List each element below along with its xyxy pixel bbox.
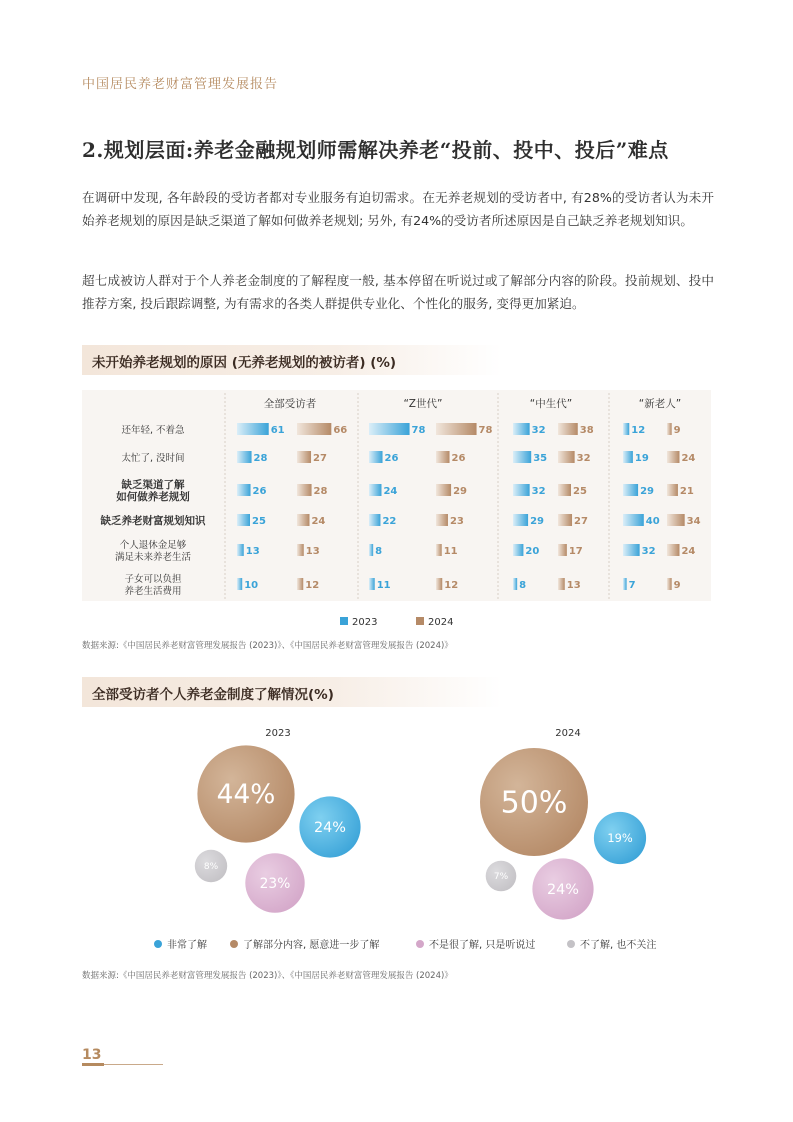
group-header: “中生代” [529,398,573,410]
bar-2023 [237,578,242,590]
legend-dot [230,940,238,948]
bar-2024 [436,544,442,556]
bar-2023 [513,544,523,556]
bar-value-label: 22 [382,516,397,527]
bar-2024 [558,423,578,435]
row-label: 缺乏养老财富规划知识 [100,515,206,527]
bar-2024 [297,578,303,590]
chart1-title: 未开始养老规划的原因 (无养老规划的被访者) (%) [92,355,397,371]
bar-2023 [369,514,380,526]
row-label: 个人退休金足够 [119,540,187,551]
group-header: 全部受访者 [263,398,317,410]
bar-2024 [667,484,678,496]
bar-2023 [237,451,252,463]
bar-value-label: 8 [375,546,383,557]
bar-value-label: 9 [673,425,681,436]
bar-value-label: 23 [449,516,464,527]
bar-value-label: 66 [333,425,348,436]
bar-value-label: 9 [673,580,681,591]
bar-value-label: 17 [568,546,583,557]
bar-value-label: 25 [252,516,266,527]
bar-2023 [623,423,629,435]
bar-2024 [436,451,450,463]
bar-value-label: 29 [453,486,468,497]
bar-2024 [667,578,672,590]
bar-value-label: 24 [383,486,398,497]
bar-value-label: 11 [376,580,391,591]
legend-dot [567,940,575,948]
legend-label: 不了解, 也不关注 [580,940,657,951]
bar-value-label: 25 [573,486,587,497]
bar-value-label: 32 [576,453,591,464]
bar-2024 [297,514,309,526]
row-label: 还年轻, 不着急 [121,425,185,436]
bar-2023 [623,514,644,526]
bar-2023 [369,423,410,435]
chart2-title-bar [82,677,502,707]
chart2-title: 全部受访者个人养老金制度了解情况(%) [92,687,334,703]
bar-value-label: 24 [681,546,696,557]
bar-2024 [667,544,679,556]
bar-2023 [513,423,530,435]
bar-2024 [667,423,672,435]
bar-value-label: 27 [574,516,588,527]
bar-value-label: 13 [566,580,581,591]
bar-value-label: 13 [245,546,260,557]
legend-label-2024: 2024 [428,617,454,628]
bar-2024 [558,544,567,556]
legend-swatch-2024 [416,617,424,625]
bar-2023 [237,544,244,556]
bar-value-label: 28 [313,486,328,497]
bar-2024 [436,514,448,526]
bar-value-label: 11 [443,546,458,557]
bar-value-label: 10 [244,580,259,591]
group-header: “新老人” [638,398,682,410]
bubble-value-label: 24% [547,882,579,899]
bar-2023 [513,578,517,590]
row-label: 养老生活费用 [124,586,182,597]
bar-value-label: 78 [478,425,493,436]
bar-value-label: 29 [640,486,655,497]
bar-2024 [436,484,451,496]
bar-2024 [558,578,565,590]
bar-value-label: 24 [681,453,696,464]
bar-value-label: 7 [628,580,636,591]
bar-value-label: 24 [311,516,326,527]
bar-2023 [369,544,373,556]
bar-2023 [369,484,381,496]
year-label-2023: 2023 [265,728,291,739]
bar-2024 [667,514,685,526]
bar-2024 [297,544,304,556]
bubble-value-label: 23% [259,875,291,892]
bubble-value-label: 44% [216,779,276,811]
report-header-title: 中国居民养老财富管理发展报告 [82,77,279,92]
intro-paragraph-2: 超七成被访人群对于个人养老金制度的了解程度一般, 基本停留在听说过或了解部分内容的阶段。投前规划、投中推荐方案, 投后跟踪调整, 为有需求的各类人群提供专业化、个性化的服务, 变得更加紧迫。 [82,273,714,311]
bubble-value-label: 7% [493,872,509,883]
page-divider-accent [82,1063,104,1066]
bar-2023 [237,514,250,526]
page-number: 13 [82,1047,102,1063]
bar-value-label: 12 [305,580,320,591]
bar-value-label: 32 [531,425,546,436]
chart1-source-note: 数据来源:《中国居民养老财富管理发展报告 (2023)》、《中国居民养老财富管理发展报告 (2024)》 [82,641,453,651]
legend-swatch-2023 [340,617,348,625]
intro-paragraph-1: 在调研中发现, 各年龄段的受访者都对专业服务有迫切需求。在无养老规划的受访者中, 有28%的受访者认为未开始养老规划的原因是缺乏渠道了解如何做养老规划; 另外, 有24%的受访者所述原因是自己缺乏养老规划知识。 [82,190,714,228]
bar-2023 [513,451,531,463]
bar-value-label: 26 [252,486,267,497]
bar-2023 [513,514,528,526]
bar-value-label: 26 [384,453,399,464]
bar-value-label: 32 [531,486,546,497]
bubble-value-label: 24% [314,820,346,837]
bubble-value-label: 8% [203,862,219,873]
bar-2023 [369,578,375,590]
bar-value-label: 26 [451,453,466,464]
bar-2024 [667,451,679,463]
reasons-bar-chart [0,385,793,635]
bar-2023 [513,484,530,496]
chart1-title-bar [82,345,502,375]
chart2-source-note: 数据来源:《中国居民养老财富管理发展报告 (2023)》、《中国居民养老财富管理发展报告 (2024)》 [82,971,453,981]
awareness-bubble-chart [0,718,793,963]
bar-2023 [623,451,633,463]
row-label: 子女可以负担 [124,574,182,585]
bar-value-label: 27 [313,453,327,464]
bar-2023 [623,544,640,556]
bar-value-label: 40 [645,516,660,527]
row-label: 缺乏渠道了解 [121,479,185,491]
bar-2023 [369,451,383,463]
bar-2024 [558,484,571,496]
legend-label-2023: 2023 [352,617,378,628]
bar-2024 [297,451,311,463]
bar-value-label: 12 [444,580,459,591]
legend-label: 了解部分内容, 愿意进一步了解 [243,940,380,951]
group-header: “Z世代” [403,398,443,410]
bar-value-label: 8 [519,580,527,591]
row-label: 满足未来养老生活 [114,552,192,563]
bar-value-label: 38 [579,425,594,436]
legend-label: 不是很了解, 只是听说过 [429,940,536,951]
bar-2024 [297,423,331,435]
row-label: 太忙了, 没时间 [121,453,185,464]
bar-value-label: 29 [530,516,545,527]
bar-2023 [237,484,251,496]
bar-2024 [436,578,442,590]
bar-2023 [623,484,638,496]
bar-value-label: 19 [634,453,649,464]
bar-value-label: 12 [631,425,646,436]
section-heading: 2.规划层面:养老金融规划师需解决养老“投前、投中、投后”难点 [82,138,669,162]
bubble-value-label: 50% [500,785,568,821]
bar-value-label: 13 [305,546,320,557]
bar-value-label: 32 [641,546,656,557]
bar-2024 [436,423,477,435]
bar-value-label: 21 [679,486,694,497]
bar-value-label: 20 [525,546,540,557]
bar-value-label: 78 [411,425,426,436]
bar-value-label: 28 [253,453,268,464]
legend-dot [154,940,162,948]
bar-2023 [237,423,269,435]
bar-value-label: 35 [533,453,548,464]
bar-value-label: 61 [270,425,285,436]
year-label-2024: 2024 [555,728,581,739]
bar-2024 [558,451,575,463]
row-label: 如何做养老规划 [116,491,190,503]
bar-2024 [558,514,572,526]
legend-dot [416,940,424,948]
bubble-value-label: 19% [607,830,633,845]
bar-2024 [297,484,312,496]
bar-2023 [623,578,627,590]
bar-value-label: 34 [686,516,701,527]
legend-label: 非常了解 [167,940,207,951]
